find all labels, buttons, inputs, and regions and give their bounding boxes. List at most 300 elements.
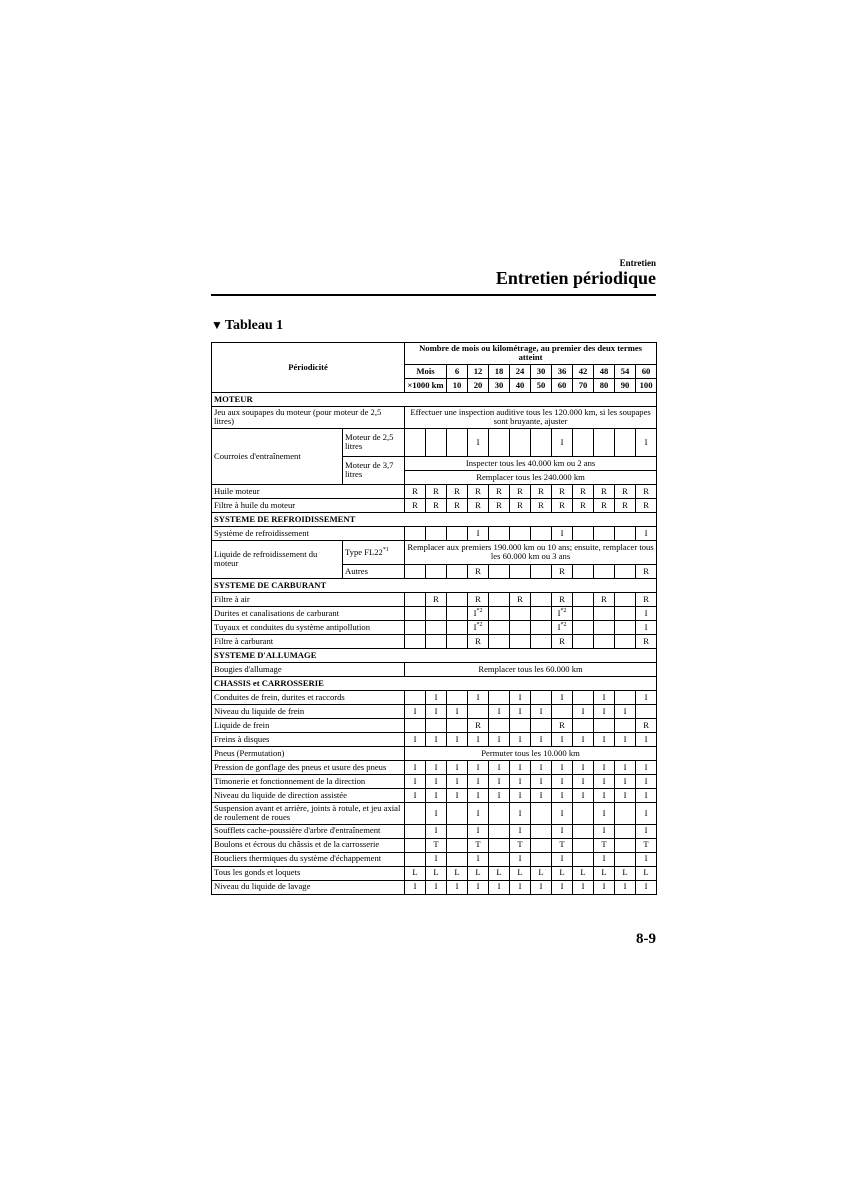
value-cell: I: [468, 802, 489, 824]
value-cell: [447, 824, 468, 838]
value-cell: [615, 428, 636, 456]
value-cell: R: [552, 718, 573, 732]
value-cell: [615, 690, 636, 704]
row-label: Pneus (Permutation): [212, 746, 405, 760]
value-cell: I: [489, 732, 510, 746]
value-cell: R: [636, 498, 657, 512]
table-row: [212, 774, 657, 788]
value-cell: [426, 718, 447, 732]
value-cell: [531, 526, 552, 540]
value-cell: R: [636, 634, 657, 648]
value-cell: I: [489, 704, 510, 718]
value-cell: I: [594, 690, 615, 704]
value-cell: R: [552, 564, 573, 578]
value-cell: I: [489, 880, 510, 894]
value-cell: I: [615, 760, 636, 774]
row-label: Huile moteur: [212, 484, 405, 498]
value-cell: I: [636, 880, 657, 894]
value-cell: R: [531, 498, 552, 512]
row-label: Freins à disques: [212, 732, 405, 746]
value-cell: I: [531, 788, 552, 802]
table-heading: [211, 318, 283, 334]
value-cell: [573, 718, 594, 732]
value-cell: R: [447, 484, 468, 498]
value-cell: I: [510, 760, 531, 774]
row-label: Jeu aux soupapes du moteur (pour moteur de 2,5 litres): [212, 406, 405, 428]
value-cell: R: [489, 484, 510, 498]
maintenance-table: [211, 342, 657, 895]
value-cell: I: [636, 802, 657, 824]
value-cell: I: [636, 690, 657, 704]
value-cell: [447, 592, 468, 606]
table-row: [212, 498, 657, 512]
value-cell: R: [636, 564, 657, 578]
value-cell: I: [426, 704, 447, 718]
value-cell: I: [489, 788, 510, 802]
value-cell: [426, 564, 447, 578]
row-label: Courroies d'entraînement: [212, 428, 343, 484]
value-cell: $I^{*2}$: [468, 620, 489, 634]
value-cell: I: [447, 880, 468, 894]
value-cell: L: [573, 866, 594, 880]
value-cell: [447, 606, 468, 620]
row-label: Liquide de refroidissement du moteur: [212, 540, 343, 578]
table-row: [212, 788, 657, 802]
row-note: Effectuer une inspection auditive tous les 120.000 km, si les soupapes sont bruyante, ajuster: [405, 406, 657, 428]
value-cell: I: [447, 774, 468, 788]
table-heading-label: Tableau 1: [224, 318, 284, 333]
value-cell: I: [468, 824, 489, 838]
value-cell: I: [426, 802, 447, 824]
value-cell: I: [594, 824, 615, 838]
value-cell: [531, 690, 552, 704]
value-cell: I: [636, 620, 657, 634]
row-label: Boulons et écrous du châssis et de la carrosserie: [212, 838, 405, 852]
table-row: [212, 606, 657, 620]
value-cell: I: [426, 852, 447, 866]
value-cell: R: [552, 484, 573, 498]
value-cell: T: [594, 838, 615, 852]
value-cell: I: [636, 824, 657, 838]
value-cell: I: [573, 704, 594, 718]
table-row: [212, 746, 657, 760]
value-cell: [615, 802, 636, 824]
value-cell: [573, 634, 594, 648]
footnote-marker: *2: [476, 622, 483, 629]
km-header: 40: [510, 378, 531, 392]
value-cell: R: [594, 498, 615, 512]
value-cell: [426, 428, 447, 456]
section-engine: MOTEUR: [212, 392, 657, 406]
value-cell: L: [405, 866, 426, 880]
row-label: Filtre à air: [212, 592, 405, 606]
row-sublabel: Moteur de 2,5 litres: [343, 428, 405, 456]
value-cell: R: [468, 634, 489, 648]
table-row: [212, 406, 657, 428]
value-cell: I: [636, 428, 657, 456]
table-row: [212, 620, 657, 634]
value-cell: I: [636, 852, 657, 866]
value-cell: I: [447, 732, 468, 746]
value-cell: [489, 428, 510, 456]
header-row-caption: [212, 343, 657, 365]
section-chassis: CHASSIS et CARROSSERIE: [212, 676, 657, 690]
value-cell: I: [405, 788, 426, 802]
table-row: [212, 866, 657, 880]
section-row: [212, 512, 657, 526]
value-cell: L: [426, 866, 447, 880]
section-fuel: SYSTEME DE CARBURANT: [212, 578, 657, 592]
value-cell: [531, 634, 552, 648]
row-label: Niveau du liquide de direction assistée: [212, 788, 405, 802]
value-cell: I: [552, 526, 573, 540]
value-cell: [573, 802, 594, 824]
row-sublabel: [343, 540, 405, 564]
section-row: [212, 676, 657, 690]
value-cell: [636, 704, 657, 718]
table-row: [212, 718, 657, 732]
value-cell: R: [573, 484, 594, 498]
value-cell: [447, 852, 468, 866]
value-cell: [531, 802, 552, 824]
value-cell: R: [405, 498, 426, 512]
value-cell: [573, 428, 594, 456]
value-cell: [615, 634, 636, 648]
value-cell: [573, 690, 594, 704]
value-cell: I: [573, 760, 594, 774]
km-header: 90: [615, 378, 636, 392]
value-cell: I: [405, 704, 426, 718]
value-cell: [447, 564, 468, 578]
table-row: [212, 802, 657, 824]
value-cell: I: [510, 774, 531, 788]
value-cell: I: [531, 880, 552, 894]
table-row: [212, 704, 657, 718]
month-header: 18: [489, 364, 510, 378]
value-cell: [510, 526, 531, 540]
value-cell: [489, 802, 510, 824]
value-cell: I: [615, 788, 636, 802]
value-cell: [573, 852, 594, 866]
value-cell: I: [615, 880, 636, 894]
value-cell: [426, 620, 447, 634]
value-cell: [531, 824, 552, 838]
value-cell: I: [615, 774, 636, 788]
value-cell: [510, 564, 531, 578]
value-cell: I: [552, 788, 573, 802]
value-cell: T: [426, 838, 447, 852]
row-label: Liquide de frein: [212, 718, 405, 732]
km-header: 70: [573, 378, 594, 392]
row-sublabel: Autres: [343, 564, 405, 578]
value-cell: $I^{*2}$: [468, 606, 489, 620]
month-header: 42: [573, 364, 594, 378]
footnote-marker: *1: [382, 547, 389, 554]
value-cell: R: [489, 498, 510, 512]
value-cell: R: [468, 564, 489, 578]
value-cell: I: [510, 788, 531, 802]
value-cell: T: [552, 838, 573, 852]
value-cell: I: [594, 732, 615, 746]
value-cell: [594, 718, 615, 732]
row-label: Système de refroidissement: [212, 526, 405, 540]
value-cell: R: [468, 718, 489, 732]
value-cell: I: [468, 428, 489, 456]
value-cell: I: [573, 774, 594, 788]
value-cell: I: [468, 774, 489, 788]
value-cell: I: [405, 760, 426, 774]
row-label: Conduites de frein, durites et raccords: [212, 690, 405, 704]
row-label: Tuyaux et conduites du système antipollution: [212, 620, 405, 634]
value-cell: R: [636, 592, 657, 606]
value-cell: I: [552, 732, 573, 746]
value-cell: [594, 526, 615, 540]
value-cell: [489, 690, 510, 704]
value-cell: I: [510, 852, 531, 866]
value-cell: [594, 620, 615, 634]
value-cell: [489, 838, 510, 852]
value-cell: L: [615, 866, 636, 880]
month-header: 30: [531, 364, 552, 378]
value-cell: I: [510, 824, 531, 838]
value-cell: [447, 838, 468, 852]
value-cell: L: [594, 866, 615, 880]
value-cell: R: [426, 484, 447, 498]
value-cell: I: [447, 788, 468, 802]
value-cell: I: [636, 606, 657, 620]
value-cell: I: [531, 760, 552, 774]
periodicity-header: Périodicité: [212, 343, 405, 393]
row-note: Inspecter tous les 40.000 km ou 2 ans: [405, 456, 657, 470]
value-cell: [573, 592, 594, 606]
table-row: [212, 824, 657, 838]
value-cell: [573, 606, 594, 620]
value-cell: [531, 620, 552, 634]
value-cell: I: [405, 880, 426, 894]
value-cell: [447, 718, 468, 732]
value-cell: I: [426, 760, 447, 774]
section-ignition: SYSTEME D'ALLUMAGE: [212, 648, 657, 662]
value-cell: I: [468, 526, 489, 540]
value-cell: [531, 564, 552, 578]
value-cell: [531, 428, 552, 456]
value-cell: L: [510, 866, 531, 880]
value-cell: [573, 526, 594, 540]
row-label: Pression de gonflage des pneus et usure des pneus: [212, 760, 405, 774]
value-cell: [489, 606, 510, 620]
months-label: Mois: [405, 364, 447, 378]
table-row: [212, 428, 657, 456]
value-cell: [615, 824, 636, 838]
row-sublabel: Moteur de 3,7 litres: [343, 456, 405, 484]
value-cell: R: [594, 592, 615, 606]
row-note: Remplacer tous les 60.000 km: [405, 662, 657, 676]
value-cell: R: [615, 498, 636, 512]
table-row: [212, 760, 657, 774]
value-cell: [405, 620, 426, 634]
value-cell: I: [426, 824, 447, 838]
value-cell: [426, 526, 447, 540]
table-row: [212, 662, 657, 676]
value-cell: I: [468, 788, 489, 802]
value-cell: I: [468, 690, 489, 704]
value-cell: T: [510, 838, 531, 852]
row-label: Timonerie et fonctionnement de la direction: [212, 774, 405, 788]
value-cell: [405, 838, 426, 852]
value-cell: [531, 838, 552, 852]
value-cell: [510, 606, 531, 620]
value-cell: I: [426, 732, 447, 746]
value-cell: [531, 852, 552, 866]
value-cell: R: [531, 484, 552, 498]
value-cell: L: [636, 866, 657, 880]
value-cell: R: [426, 498, 447, 512]
value-cell: [594, 428, 615, 456]
value-cell: I: [510, 704, 531, 718]
km-header: 30: [489, 378, 510, 392]
value-cell: [615, 526, 636, 540]
value-cell: [447, 620, 468, 634]
km-header: 50: [531, 378, 552, 392]
value-cell: L: [447, 866, 468, 880]
value-cell: [531, 718, 552, 732]
table-row: [212, 484, 657, 498]
value-cell: I: [510, 690, 531, 704]
value-cell: [405, 592, 426, 606]
row-note: Remplacer aux premiers 190.000 km ou 10 ans; ensuite, remplacer tous les 60.000 km ou 3 ans: [405, 540, 657, 564]
value-cell: [573, 838, 594, 852]
value-cell: [573, 564, 594, 578]
value-cell: I: [468, 732, 489, 746]
value-cell: R: [468, 484, 489, 498]
value-cell: [489, 592, 510, 606]
value-cell: I: [552, 824, 573, 838]
value-cell: I: [510, 732, 531, 746]
value-cell: T: [636, 838, 657, 852]
value-cell: [489, 824, 510, 838]
value-cell: [489, 634, 510, 648]
value-cell: I: [552, 760, 573, 774]
value-cell: [405, 564, 426, 578]
value-cell: R: [552, 634, 573, 648]
table-row: [212, 732, 657, 746]
value-cell: I: [489, 774, 510, 788]
section-row: [212, 648, 657, 662]
value-cell: R: [510, 484, 531, 498]
km-header: 10: [447, 378, 468, 392]
value-cell: [615, 852, 636, 866]
value-cell: I: [594, 802, 615, 824]
value-cell: [489, 718, 510, 732]
value-cell: [468, 704, 489, 718]
value-cell: I: [636, 774, 657, 788]
section-row: [212, 578, 657, 592]
row-label: Filtre à carburant: [212, 634, 405, 648]
value-cell: I: [552, 428, 573, 456]
value-cell: I: [573, 788, 594, 802]
row-label: Tous les gonds et loquets: [212, 866, 405, 880]
value-cell: [405, 428, 426, 456]
month-header: 12: [468, 364, 489, 378]
value-cell: [615, 592, 636, 606]
table-row: [212, 838, 657, 852]
value-cell: I: [489, 760, 510, 774]
value-cell: [489, 620, 510, 634]
row-label: Filtre à huile du moteur: [212, 498, 405, 512]
value-cell: R: [594, 484, 615, 498]
value-cell: I: [636, 732, 657, 746]
value-cell: [489, 564, 510, 578]
month-header: 54: [615, 364, 636, 378]
value-cell: I: [573, 732, 594, 746]
km-header: 80: [594, 378, 615, 392]
value-cell: I: [552, 690, 573, 704]
table-row: [212, 634, 657, 648]
value-cell: I: [636, 526, 657, 540]
table-row: [212, 852, 657, 866]
value-cell: R: [615, 484, 636, 498]
value-cell: [489, 526, 510, 540]
value-cell: R: [426, 592, 447, 606]
section-label: Entretien: [619, 258, 656, 268]
value-cell: [510, 718, 531, 732]
value-cell: [510, 428, 531, 456]
value-cell: T: [468, 838, 489, 852]
value-cell: [615, 620, 636, 634]
value-cell: R: [636, 718, 657, 732]
value-cell: [426, 606, 447, 620]
value-cell: [405, 718, 426, 732]
value-cell: [447, 802, 468, 824]
footnote-marker: *2: [476, 608, 483, 615]
value-cell: [405, 852, 426, 866]
value-cell: R: [636, 484, 657, 498]
value-cell: L: [531, 866, 552, 880]
value-cell: [594, 564, 615, 578]
value-cell: [615, 606, 636, 620]
value-cell: I: [636, 788, 657, 802]
value-cell: [615, 564, 636, 578]
section-row: [212, 392, 657, 406]
value-cell: I: [594, 880, 615, 894]
value-cell: I: [426, 690, 447, 704]
month-header: 24: [510, 364, 531, 378]
page-title: Entretien périodique: [495, 268, 656, 288]
value-cell: [594, 606, 615, 620]
value-cell: R: [405, 484, 426, 498]
value-cell: [510, 620, 531, 634]
value-cell: [531, 592, 552, 606]
value-cell: [447, 526, 468, 540]
value-cell: I: [468, 852, 489, 866]
value-cell: L: [468, 866, 489, 880]
value-cell: I: [426, 788, 447, 802]
value-cell: [615, 838, 636, 852]
value-cell: I: [615, 704, 636, 718]
value-cell: [531, 606, 552, 620]
value-cell: I: [531, 774, 552, 788]
value-cell: [405, 802, 426, 824]
value-cell: I: [636, 760, 657, 774]
row-label: Niveau du liquide de frein: [212, 704, 405, 718]
value-cell: I: [573, 880, 594, 894]
value-cell: I: [447, 760, 468, 774]
row-label: Durites et canalisations de carburant: [212, 606, 405, 620]
value-cell: R: [468, 592, 489, 606]
value-cell: I: [615, 732, 636, 746]
km-header: 60: [552, 378, 573, 392]
value-cell: I: [447, 704, 468, 718]
